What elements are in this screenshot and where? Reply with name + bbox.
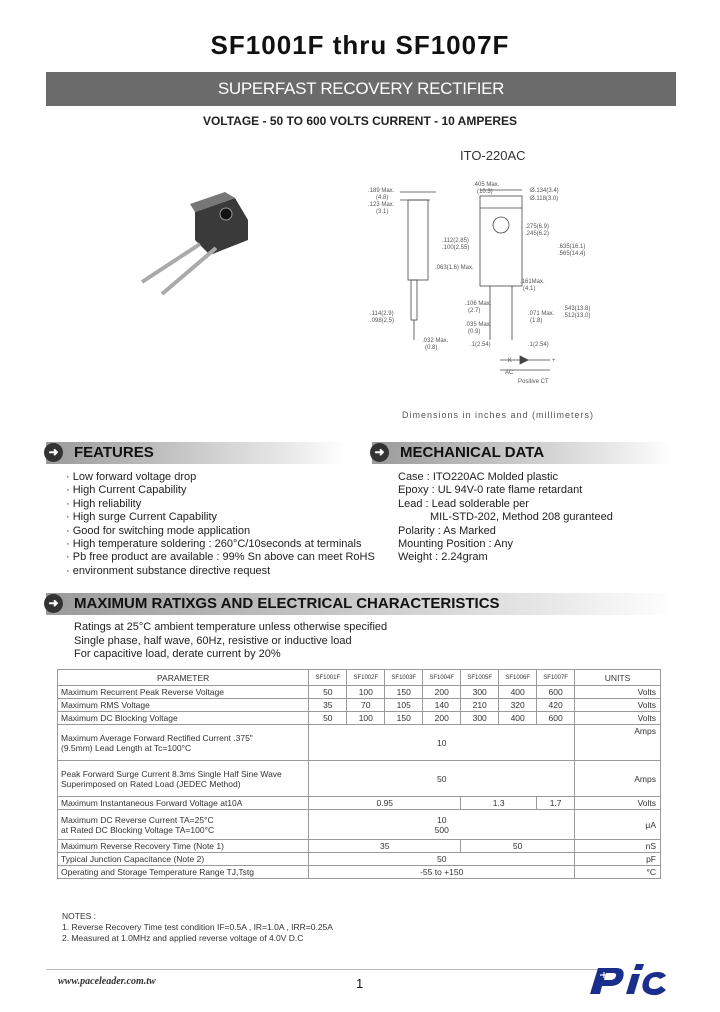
list-item: · Good for switching mode application — [66, 524, 251, 537]
dim-label: (0.8) — [425, 345, 438, 351]
arrow-circle-icon: ➜ — [44, 443, 63, 462]
dim-label: .512(13.0) — [563, 313, 590, 319]
table-row: Maximum Recurrent Peak Reverse Voltage 50 100 150 200 300 400 600 Volts — [58, 686, 661, 699]
note-line: 1. Reverse Recovery Time test condition IF=0.5A , IR=1.0A , IRR=0.25A — [62, 922, 333, 932]
column-header: PARAMETER — [58, 670, 309, 686]
features-heading-text: FEATURES — [74, 444, 154, 461]
condition-line: For capacitive load, derate current by 20% — [74, 648, 281, 660]
list-item: · High temperature soldering : 260°C/10seconds at terminals — [66, 538, 362, 551]
list-item: Mounting Position : Any — [398, 538, 513, 551]
list-item: Case : ITO220AC Molded plastic — [398, 471, 558, 483]
dim-label: (10.3) — [477, 189, 493, 195]
column-header: SF1004F — [423, 670, 461, 686]
arrow-circle-icon: ➜ — [370, 443, 389, 462]
ratings-heading — [46, 593, 676, 615]
notes — [62, 911, 333, 944]
dim-label: (4.1) — [523, 286, 536, 292]
dim-label: (2.7) — [468, 308, 481, 314]
dim-label: (3.1) — [376, 209, 389, 215]
table-row: Maximum DC Blocking Voltage 50 100 150 200 300 400 600 Volts — [58, 712, 661, 725]
arrow-circle-icon: ➜ — [44, 594, 63, 613]
list-item: · High surge Current Capability — [66, 511, 218, 524]
table-row: Maximum RMS Voltage 35 70 105 140 210 320 420 Volts — [58, 699, 661, 712]
list-item: Epoxy : UL 94V-0 rate flame retardant — [398, 484, 583, 497]
dim-label: AC — [505, 370, 514, 376]
dim-label: .275(6.9) — [525, 224, 550, 230]
title-banner: SUPERFAST RECOVERY RECTIFIER — [46, 72, 676, 106]
list-item: · environment substance directive request — [66, 564, 271, 577]
column-header: SF1007F — [537, 670, 575, 686]
mechanical-heading-text: MECHANICAL DATA — [400, 444, 545, 461]
dim-label: .123 Max. — [368, 202, 395, 208]
pic-logo — [586, 962, 670, 1000]
condition-line: Ratings at 25°C ambient temperature unless otherwise specified — [74, 621, 388, 633]
package-diagram — [130, 170, 590, 410]
mechanical-list — [398, 471, 613, 565]
dim-label: K — [508, 358, 513, 364]
dim-label: .100(2.55) — [442, 245, 470, 251]
features-heading — [46, 442, 346, 464]
column-header: UNITS — [575, 670, 661, 686]
table-header-row — [58, 670, 661, 686]
package-name: ITO-220AC — [460, 148, 526, 163]
list-item: Weight : 2.24gram — [398, 551, 488, 564]
list-item: MIL-STD-202, Method 208 guranteed — [430, 511, 613, 524]
dim-label: .098(2.5) — [370, 318, 395, 324]
dim-label: .635(16.1) — [558, 244, 586, 250]
dim-label: .114(2.9) — [370, 311, 394, 317]
list-item: · Pb free product are available : 99% Sn above can meet RoHS — [66, 551, 375, 564]
list-item: Polarity : As Marked — [398, 524, 496, 537]
dim-label: .189 Max. — [368, 188, 395, 194]
column-header: SF1005F — [461, 670, 499, 686]
dim-label: .405 Max. — [473, 182, 500, 188]
dim-label: .543(13.8) — [563, 306, 590, 312]
dim-label: .071 Max. — [528, 311, 555, 317]
note-line: 2. Measured at 1.0MHz and applied reverse voltage of 4.0V D.C — [62, 933, 304, 943]
dim-label: Positive CT — [518, 379, 549, 385]
dim-label: .032 Max. — [422, 338, 449, 344]
dim-label: .1(2.54) — [528, 342, 549, 348]
dim-label: Ø.118(3.0) — [530, 196, 559, 202]
list-item: · High reliability — [66, 497, 142, 510]
dim-label: (4.8) — [376, 195, 389, 201]
dim-label: .063(1.6) Max. — [435, 265, 474, 271]
table-row: Maximum Instantaneous Forward Voltage at10A 0.95 1.3 1.7 Volts — [58, 797, 661, 810]
list-item: Lead : Lead solderable per — [398, 497, 529, 510]
footer-divider — [46, 969, 606, 970]
ratings-heading-text: MAXIMUM RATIXGS AND ELECTRICAL CHARACTERISTICS — [74, 595, 500, 612]
dim-label: .1(2.54) — [470, 342, 491, 348]
table-row: Peak Forward Surge Current 8.3ms Single Half Sine Wave Superimposed on Rated Load (JEDEC Method) 50 Amps — [58, 761, 661, 797]
dim-label: .245(6.2) — [525, 231, 550, 237]
dim-label: + — [552, 358, 556, 364]
list-item: · Low forward voltage drop — [66, 471, 197, 483]
dim-label: Ø.134(3.4) — [530, 188, 559, 194]
column-header: SF1006F — [499, 670, 537, 686]
dim-label: .106 Max. — [465, 301, 492, 307]
ratings-subtitle: VOLTAGE - 50 TO 600 VOLTS CURRENT - 10 AMPERES — [202, 114, 518, 128]
table-row: Maximum DC Reverse Current TA=25°C at Rated DC Blocking Voltage TA=100°C 10 500 μA — [58, 810, 661, 840]
condition-line: Single phase, half wave, 60Hz, resistive or inductive load — [74, 634, 352, 647]
page-number: 1 — [356, 976, 364, 991]
column-header: SF1001F — [309, 670, 347, 686]
side-view — [400, 192, 436, 340]
column-header: SF1003F — [385, 670, 423, 686]
dim-label: (1.8) — [530, 318, 543, 324]
front-view — [480, 190, 522, 340]
table-row: Operating and Storage Temperature Range TJ,Tstg -55 to +150 °C — [58, 866, 661, 879]
ratings-table — [57, 669, 661, 879]
table-row: Maximum Reverse Recovery Time (Note 1) 35 50 nS — [58, 840, 661, 853]
dim-label: .161Max. — [520, 279, 545, 285]
list-item: · High Current Capability — [66, 484, 187, 497]
column-header: SF1002F — [347, 670, 385, 686]
table-row: Typical Junction Capacitance (Note 2) 50 pF — [58, 853, 661, 866]
note-line: NOTES : — [62, 911, 97, 921]
footer-url[interactable]: www.paceleader.com.tw — [58, 976, 156, 987]
component-photo — [142, 192, 248, 294]
dim-label: (0.9) — [468, 329, 481, 335]
dimensions-note: Dimensions in inches and (millimeters) — [402, 410, 595, 420]
dim-label: .112(2.85) — [442, 238, 469, 244]
dim-label: .565(14.4) — [558, 251, 586, 257]
table-row: Maximum Average Forward Rectified Current .375" (9.5mm) Lead Length at Tc=100°C 10 Amps — [58, 725, 661, 761]
rating-conditions — [74, 621, 387, 662]
page-title: SF1001F thru SF1007F — [210, 30, 510, 60]
features-list — [66, 471, 375, 578]
mechanical-heading — [372, 442, 672, 464]
dim-label: .035 Max. — [465, 322, 492, 328]
